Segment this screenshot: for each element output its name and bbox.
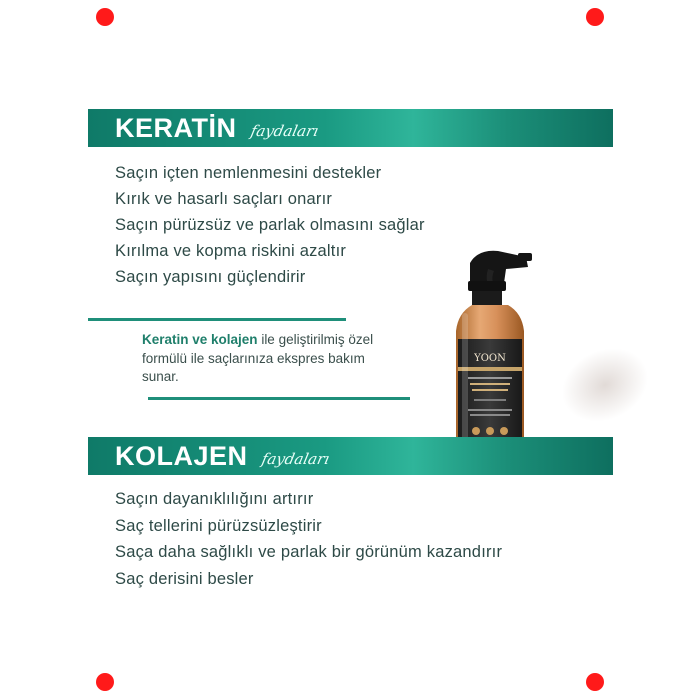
list-item: Kırılma ve kopma riskini azaltır [115,242,347,260]
list-item: Saçın içten nemlenmesini destekler [115,164,382,182]
formula-note-bold: Keratin ve kolajen [142,332,258,347]
list-item: Saçın dayanıklılığını artırır [115,490,314,508]
formula-note-text: ile geliştirilmiş özel formülü ile saçlarınıza ekspres bakım sunar. [142,332,374,384]
corner-marker-bottom-right [586,673,604,691]
divider-top [88,318,346,321]
keratin-banner [88,109,613,147]
list-item: Saçın pürüzsüz ve parlak olmasını sağlar [115,216,425,234]
formula-note [142,331,402,387]
list-item: Kırık ve hasarlı saçları onarır [115,190,333,208]
kolajen-banner [88,437,613,475]
list-item: Saç derisini besler [115,569,254,588]
keratin-script: faydaları [248,122,320,140]
corner-marker-bottom-left [96,673,114,691]
bottle-shadow [549,334,660,435]
divider-bottom [148,397,410,400]
corner-marker-top-right [586,8,604,26]
corner-marker-top-left [96,8,114,26]
kolajen-benefits-list [115,486,502,592]
list-item: Saç tellerini pürüzsüzleştirir [115,516,322,535]
keratin-title: KERATİN [115,112,237,143]
kolajen-script: faydaları [259,450,331,468]
kolajen-title: KOLAJEN [115,440,248,471]
bottle-brand: YOON [474,353,506,364]
list-item: Saça daha sağlıklı ve parlak bir görünüm kazandırır [115,543,503,561]
list-item: Saçın yapısını güçlendirir [115,268,306,286]
keratin-benefits-list [115,160,425,290]
